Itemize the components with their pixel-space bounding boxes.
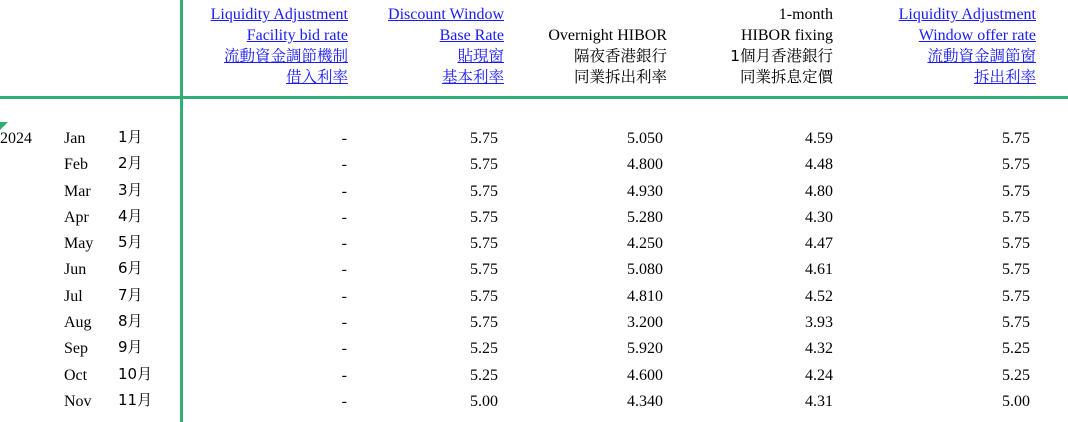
month-label: Apr [64,208,89,226]
hibor-1m-cell: 4.61 [805,261,833,279]
base-rate-cell: 5.25 [470,366,498,384]
base-rate-cell: 5.75 [470,182,498,200]
header-overnight-hibor-zh2: 同業拆出利率 [573,68,667,86]
laf-bid-rate-cell: - [341,182,347,200]
header-dw-base-rate-zh1[interactable]: 貼現窗 [457,47,504,65]
year-label: 2024 [0,130,32,147]
base-rate-cell: 5.75 [470,314,498,332]
table-row [0,336,1068,362]
header-laf-bid-rate-en2[interactable]: Facility bid rate [246,27,348,44]
month-label-zh: 3月 [118,180,143,199]
header-1m-hibor-fixing [730,4,833,88]
header-1m-hibor-zh1: 1個月香港銀行 [730,47,833,65]
month-label-zh: 5月 [118,233,143,252]
base-rate-cell: 5.75 [470,287,498,305]
law-offer-rate-cell: 5.75 [1002,156,1030,174]
header-laf-bid-rate-en1[interactable]: Liquidity Adjustment [210,6,348,23]
overnight-hibor-cell: 4.340 [627,392,663,410]
base-rate-cell: 5.25 [470,340,498,358]
overnight-hibor-cell: 4.250 [627,235,663,253]
overnight-hibor-cell: 3.200 [627,314,663,332]
month-label-zh: 1月 [118,128,143,146]
month-label: Oct [64,366,88,384]
header-1m-hibor-en2: HIBOR fixing [741,27,833,44]
header-law-offer-rate-en2[interactable]: Window offer rate [918,27,1036,44]
header-law-offer-rate-zh2[interactable]: 拆出利率 [973,68,1036,86]
overnight-hibor-cell: 5.080 [627,261,663,279]
table-row [0,179,1068,205]
laf-bid-rate-cell: - [341,130,347,147]
base-rate-cell: 5.75 [470,261,498,279]
month-label: Jan [64,130,86,147]
hibor-1m-cell: 4.48 [805,156,833,174]
month-label: Jul [64,287,83,305]
month-label-zh: 11月 [118,390,153,409]
law-offer-rate-cell: 5.25 [1002,366,1030,384]
header-1m-hibor-en1: 1-month [778,6,833,23]
laf-bid-rate-cell: - [341,208,347,226]
month-label-zh: 7月 [118,285,143,304]
month-label-zh: 6月 [118,259,143,278]
table-row [0,389,1068,415]
header-dw-base-rate-en1[interactable]: Discount Window [388,6,504,23]
table-row [0,231,1068,257]
law-offer-rate-cell: 5.75 [1002,130,1030,147]
hibor-1m-cell: 4.47 [805,235,833,253]
month-label: May [64,235,94,253]
laf-bid-rate-cell: - [341,366,347,384]
table-row [0,205,1068,231]
month-label: Mar [64,182,91,200]
law-offer-rate-cell: 5.75 [1002,208,1030,226]
rates-table-body [0,126,1068,415]
law-offer-rate-cell: 5.00 [1002,392,1030,410]
month-label: Nov [64,392,92,410]
header-dw-base-rate-zh2[interactable]: 基本利率 [441,68,504,86]
laf-bid-rate-cell: - [341,156,347,174]
base-rate-cell: 5.75 [470,208,498,226]
law-offer-rate-cell: 5.75 [1002,314,1030,332]
month-label-zh: 8月 [118,312,143,331]
table-row [0,363,1068,389]
laf-bid-rate-cell: - [341,314,347,332]
header-discount-window-base-rate[interactable] [388,4,504,88]
overnight-hibor-cell: 5.920 [627,340,663,358]
overnight-hibor-cell: 5.050 [627,130,663,147]
hibor-1m-cell: 4.30 [805,208,833,226]
table-row [0,152,1068,178]
hibor-1m-cell: 4.59 [805,130,833,147]
header-overnight-hibor [548,4,667,88]
laf-bid-rate-cell: - [341,235,347,253]
law-offer-rate-cell: 5.25 [1002,340,1030,358]
table-row [0,284,1068,310]
header-overnight-hibor-en1: Overnight HIBOR [548,27,667,44]
base-rate-cell: 5.00 [470,392,498,410]
hibor-1m-cell: 4.31 [805,392,833,410]
header-1m-hibor-zh2: 同業拆息定價 [739,68,833,86]
law-offer-rate-cell: 5.75 [1002,287,1030,305]
hibor-1m-cell: 3.93 [805,314,833,332]
base-rate-cell: 5.75 [470,130,498,147]
overnight-hibor-cell: 4.810 [627,287,663,305]
laf-bid-rate-cell: - [341,287,347,305]
month-label-zh: 4月 [118,206,143,225]
header-law-offer-rate-zh1[interactable]: 流動資金調節窗 [927,47,1036,65]
law-offer-rate-cell: 5.75 [1002,261,1030,279]
hibor-1m-cell: 4.52 [805,287,833,305]
table-row [0,310,1068,336]
table-row [0,126,1068,152]
laf-bid-rate-cell: - [341,340,347,358]
hibor-1m-cell: 4.80 [805,182,833,200]
laf-bid-rate-cell: - [341,261,347,279]
hibor-1m-cell: 4.24 [805,366,833,384]
header-overnight-hibor-zh1: 隔夜香港銀行 [573,47,667,65]
month-label: Aug [64,314,92,332]
month-label-zh: 2月 [118,154,143,173]
overnight-hibor-cell: 4.800 [627,156,663,174]
law-offer-rate-cell: 5.75 [1002,235,1030,253]
base-rate-cell: 5.75 [470,156,498,174]
header-law-offer-rate-en1[interactable]: Liquidity Adjustment [898,6,1036,23]
header-law-offer-rate[interactable] [899,4,1036,88]
month-label: Sep [64,340,88,358]
header-dw-base-rate-en2[interactable]: Base Rate [439,27,504,44]
law-offer-rate-cell: 5.75 [1002,182,1030,200]
header-laf-bid-rate-zh1[interactable]: 流動資金調節機制 [223,47,348,65]
month-label: Feb [64,156,88,174]
base-rate-cell: 5.75 [470,235,498,253]
header-laf-bid-rate[interactable] [211,4,348,88]
laf-bid-rate-cell: - [341,392,347,410]
month-label: Jun [64,261,87,279]
header-overnight-hibor-en0 [548,4,667,25]
header-divider [0,96,1068,99]
overnight-hibor-cell: 4.600 [627,366,663,384]
overnight-hibor-cell: 4.930 [627,182,663,200]
header-laf-bid-rate-zh2[interactable]: 借入利率 [285,68,348,86]
hibor-1m-cell: 4.32 [805,340,833,358]
table-row [0,257,1068,283]
month-label-zh: 10月 [118,364,153,383]
overnight-hibor-cell: 5.280 [627,208,663,226]
month-label-zh: 9月 [118,338,143,357]
